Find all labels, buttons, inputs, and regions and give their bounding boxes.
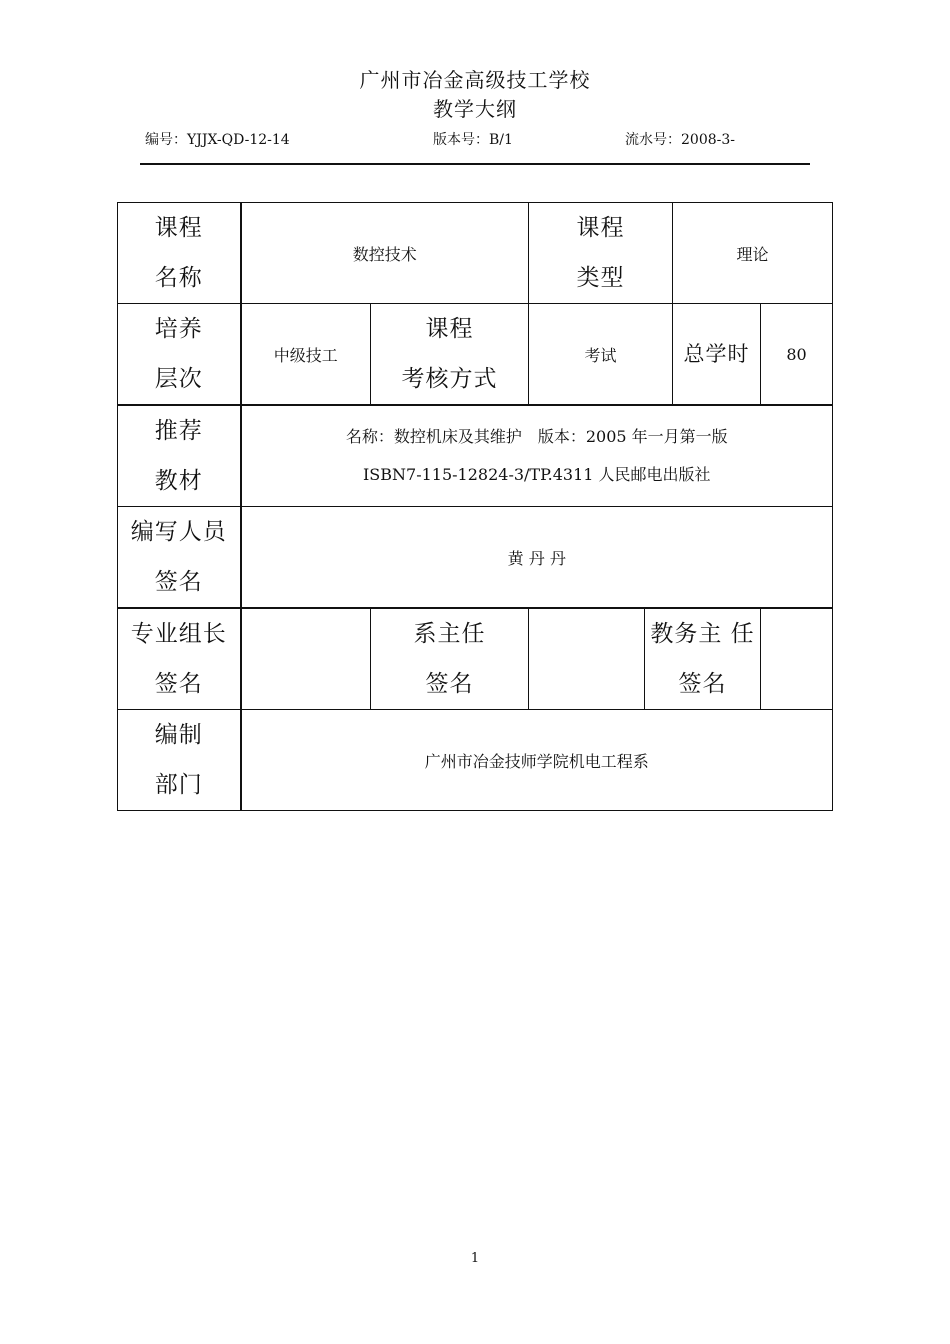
version-number: 版本号：B/1 bbox=[433, 132, 513, 148]
serial-number: 流水号：2008-3- bbox=[625, 132, 735, 148]
row-course bbox=[118, 203, 833, 304]
page-number: 1 bbox=[470, 1251, 480, 1266]
row-textbook bbox=[118, 405, 833, 507]
assessment-value: 考试 bbox=[529, 304, 673, 406]
row-level bbox=[118, 304, 833, 406]
header-rule bbox=[140, 163, 810, 165]
level-label: 培养 层次 bbox=[118, 304, 241, 406]
writer-signature: 黄 丹 丹 bbox=[241, 507, 833, 609]
row-signatures bbox=[118, 608, 833, 710]
academic-head-label: 教务主 任 签名 bbox=[645, 608, 761, 710]
textbook-isbn-line: ISBN7-115-12824-3/TP.4311 人民邮电出版社 bbox=[362, 465, 711, 484]
course-type-value: 理论 bbox=[673, 203, 833, 304]
writer-label: 编写人员 签名 bbox=[118, 507, 241, 609]
textbook-value bbox=[241, 405, 833, 507]
course-name-value: 数控技术 bbox=[241, 203, 529, 304]
academic-head-signature bbox=[761, 608, 833, 710]
row-writer bbox=[118, 507, 833, 609]
document-title: 教学大纲 bbox=[433, 97, 517, 121]
compile-dept-label: 编制 部门 bbox=[118, 710, 241, 811]
level-value: 中级技工 bbox=[241, 304, 371, 406]
syllabus-table bbox=[117, 202, 833, 811]
course-name-label: 课程 名称 bbox=[118, 203, 241, 304]
textbook-label: 推荐 教材 bbox=[118, 405, 241, 507]
school-name: 广州市冶金高级技工学校 bbox=[359, 68, 591, 92]
textbook-title-line: 名称：数控机床及其维护 版本：2005 年一月第一版 bbox=[345, 427, 728, 446]
row-compile-dept bbox=[118, 710, 833, 811]
total-hours-value: 80 bbox=[761, 304, 833, 406]
dept-head-label: 系主任 签名 bbox=[371, 608, 529, 710]
document-code: 编号：YJJX-QD-12-14 bbox=[145, 132, 290, 148]
compile-dept-value: 广州市冶金技师学院机电工程系 bbox=[241, 710, 833, 811]
course-type-label: 课程 类型 bbox=[529, 203, 673, 304]
group-leader-label: 专业组长 签名 bbox=[118, 608, 241, 710]
total-hours-label: 总学时 bbox=[673, 304, 761, 406]
group-leader-signature bbox=[241, 608, 371, 710]
assessment-label: 课程 考核方式 bbox=[371, 304, 529, 406]
dept-head-signature bbox=[529, 608, 645, 710]
